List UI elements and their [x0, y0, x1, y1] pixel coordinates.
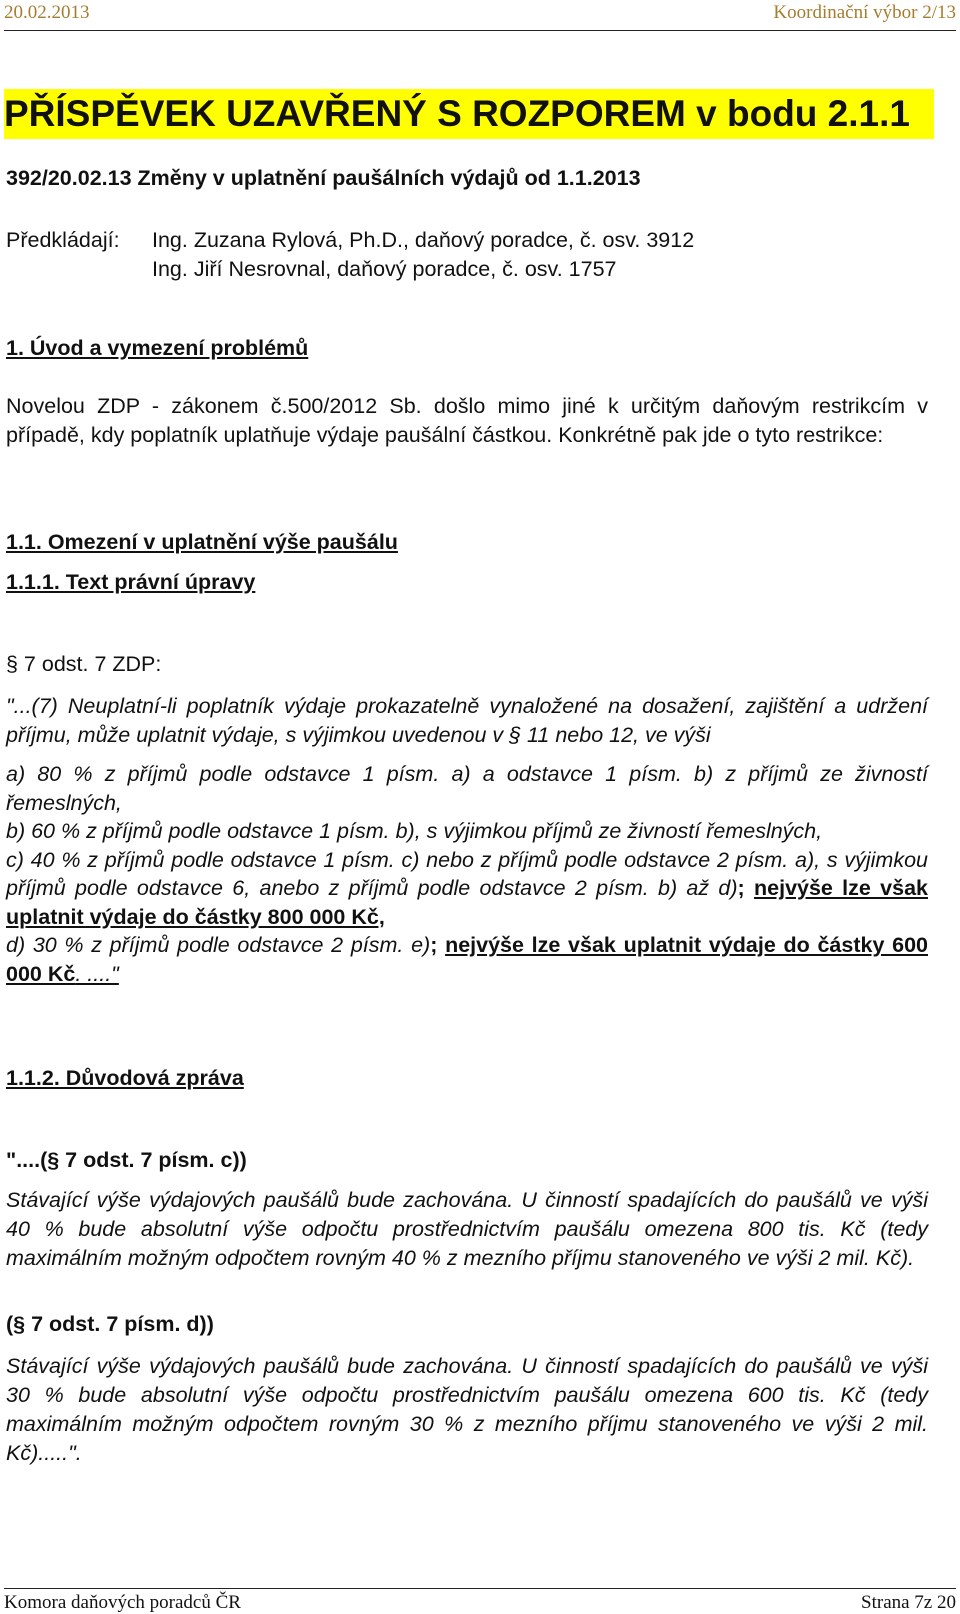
header-section: Koordinační výbor 2/13: [773, 2, 956, 23]
footer-page: Strana 7z 20: [861, 1592, 956, 1613]
page-header: [4, 2, 956, 28]
law-item-a: a) 80 % z příjmů podle odstavce 1 písm. a) a odstavce 1 písm. b) z příjmů ze živností řemeslných,: [6, 762, 928, 815]
subject-line: 392/20.02.13 Změny v uplatnění paušálních výdajů od 1.1.2013: [6, 166, 641, 190]
section-heading-1-1-2: 1.1.2. Důvodová zpráva: [6, 1066, 244, 1090]
law-item-c-text: c) 40 % z příjmů podle odstavce 1 písm. c) nebo z příjmů podle odstavce 2 písm. a), s výjimkou příjmů podle odstavce 6, anebo z příjmů podle odstavce 2 písm. b) až d): [6, 847, 928, 900]
submitter-2: Ing. Jiří Nesrovnal, daňový poradce, č. osv. 1757: [152, 257, 617, 281]
law-item-c-limit: nejvýše lze však uplatnit výdaje do částky 800 000 Kč,: [6, 876, 928, 929]
reason-c-text: Stávající výše výdajových paušálů bude zachována. U činností spadajících do paušálů ve výši 40 % bude absolutní výše odpočtu prostřednictvím paušálu omezena 800 tis. Kč (tedy maximálním možným odpočtem rovným 40 % z mezního příjmu stanoveného ve výši 2 mil. Kč).: [6, 1188, 928, 1270]
reason-d-heading: (§ 7 odst. 7 písm. d)): [6, 1312, 214, 1336]
footer-org: Komora daňových poradců ČR: [4, 1592, 241, 1613]
submitter-1: Ing. Zuzana Rylová, Ph.D., daňový poradce, č. osv. 3912: [152, 228, 695, 252]
law-item-c: [6, 846, 928, 932]
reason-c-heading: "....(§ 7 odst. 7 písm. c)): [6, 1148, 247, 1172]
law-item-c-sep: ;: [737, 876, 745, 900]
footer-rule: [4, 1588, 956, 1589]
law-reference: § 7 odst. 7 ZDP:: [6, 652, 162, 676]
section-heading-1: 1. Úvod a vymezení problémů: [6, 336, 309, 360]
law-item-d-sep: ;: [430, 933, 438, 957]
law-text-intro: "...(7) Neuplatní-li poplatník výdaje prokazatelně vynaložené na dosažení, zajištění a udržení příjmu, může uplatnit výdaje, s výjimkou uvedenou v § 11 nebo 12, ve výši: [6, 694, 928, 747]
law-item-b: b) 60 % z příjmů podle odstavce 1 písm. b), s výjimkou příjmů ze živností řemeslných,: [6, 819, 823, 843]
law-text-items: [6, 760, 928, 988]
header-date: 20.02.2013: [4, 2, 90, 23]
header-rule: [4, 30, 956, 31]
submitters-block: [6, 226, 956, 284]
submitters-label: Předkládají:: [6, 228, 120, 252]
reason-d-text: Stávající výše výdajových paušálů bude zachována. U činností spadajících do paušálů ve výši 30 % bude absolutní výše odpočtu prostřednictvím paušálu omezena 600 tis. Kč (tedy maximálním možným odpočtem rovným 30 % z mezního příjmu stanoveného ve výši 2 mil. Kč).....".: [6, 1354, 928, 1465]
law-item-d-text: d) 30 % z příjmů podle odstavce 2 písm. e): [6, 933, 431, 957]
section-heading-1-1: 1.1. Omezení v uplatnění výše paušálu: [6, 530, 398, 554]
intro-paragraph: Novelou ZDP - zákonem č.500/2012 Sb. došlo mimo jiné k určitým daňovým restrikcím v případě, kdy poplatník uplatňuje výdaje paušální částkou. Konkrétně pak jde o tyto restrikce:: [6, 394, 928, 447]
document-title: PŘÍSPĚVEK UZAVŘENÝ S ROZPOREM v bodu 2.1.1: [4, 89, 934, 139]
law-item-d-end: . ....": [75, 961, 119, 986]
section-heading-1-1-1: 1.1.1. Text právní úpravy: [6, 570, 256, 594]
law-item-d-limit: nejvýše lze však uplatnit výdaje do částky 600 000 Kč: [6, 933, 928, 986]
law-item-d: [6, 931, 928, 988]
page-footer: [4, 1592, 956, 1614]
